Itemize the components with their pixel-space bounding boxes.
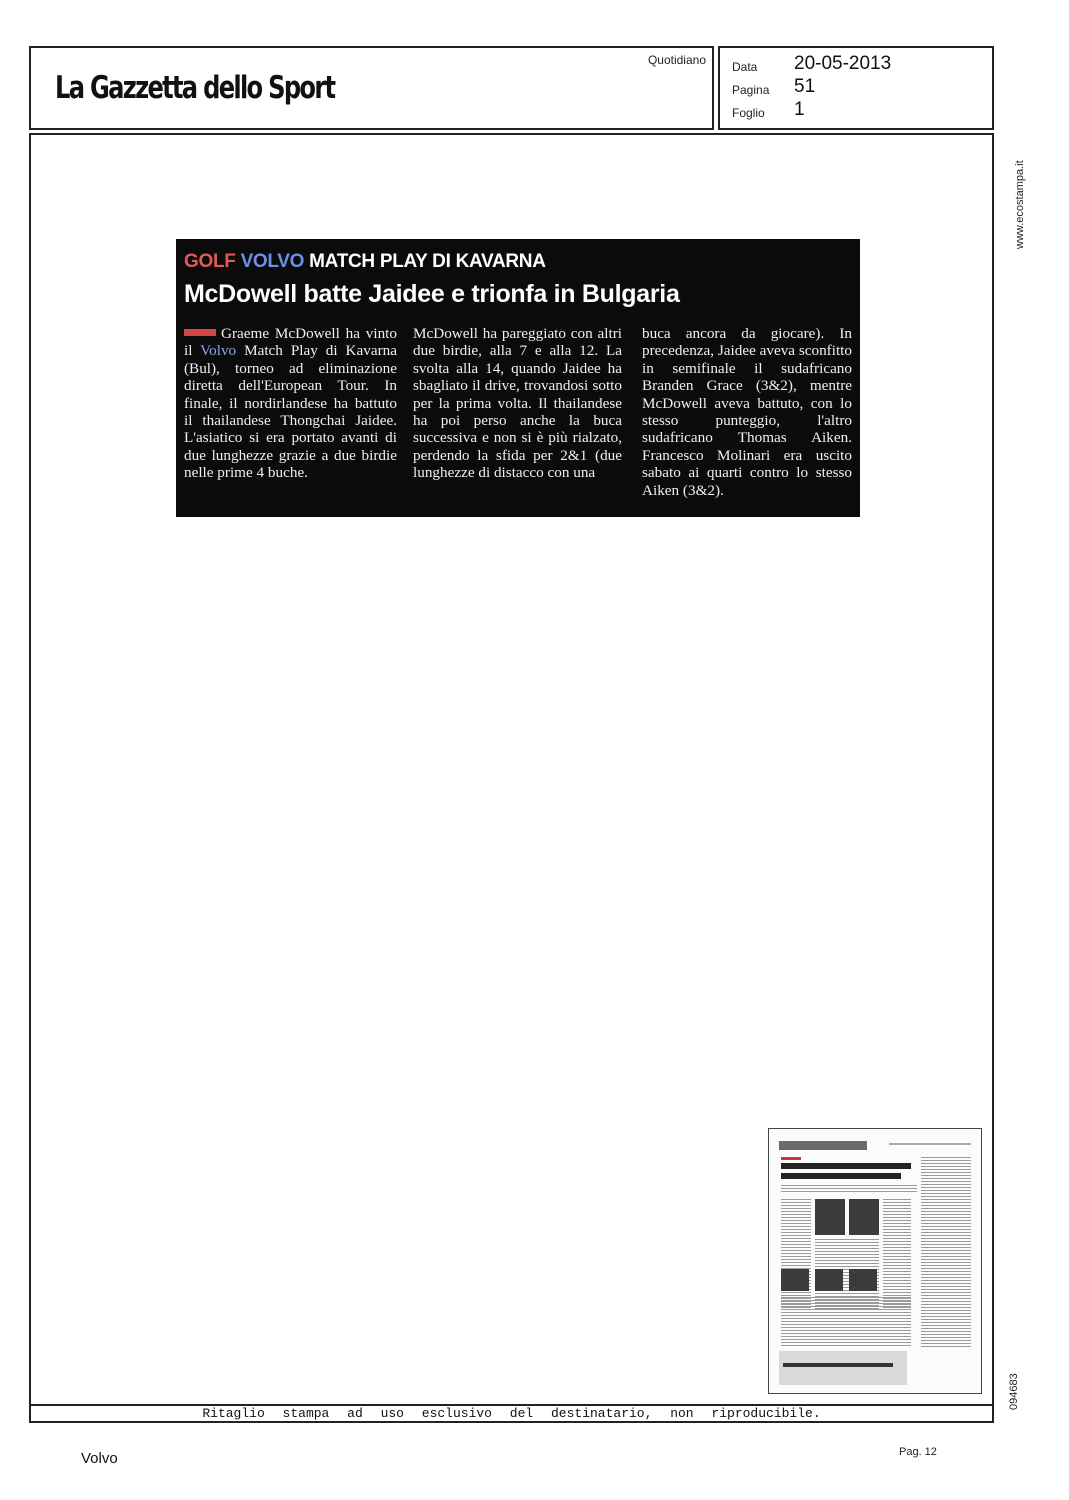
- thumb-top-rule: [889, 1143, 971, 1145]
- kicker-event: MATCH PLAY DI KAVARNA: [309, 251, 546, 272]
- thumb-article-highlight: [779, 1351, 907, 1385]
- thumb-photo-4: [815, 1269, 843, 1291]
- masthead-logo: La Gazzetta dello Sport: [55, 70, 335, 106]
- article-kicker: [184, 251, 546, 273]
- meta-sheet-value: 1: [794, 99, 805, 120]
- meta-date: [732, 53, 982, 75]
- col1-volvo: Volvo: [200, 342, 237, 360]
- article-column-2: McDowell ha pareggiato con altri due birdie, alla 7 e alla 12. La svolta alla 14, quando Jaidee ha sbagliato il drive, trovandosi sotto per la prima volta. Il thailandese ha poi perso anche la buca successiva e non si è più rialzato, perdendo la sfida per 2&1 (due lunghezze di distacco con una: [413, 325, 622, 482]
- article-column-3: buca ancora da giocare). In precedenza, Jaidee aveva sconfitto in semifinale il sudafricano Branden Grace (3&2), mentre McDowell aveva battuto, con lo stesso punteggio, l'altro sudafricano Thomas Aiken. Francesco Molinari era uscito sabato ai quarti contro lo stesso Aiken (3&2).: [642, 325, 852, 499]
- article-clipping: [176, 239, 860, 517]
- thumb-photo-1: [815, 1199, 845, 1235]
- meta-page-value: 51: [794, 76, 816, 97]
- col1-text-before: Graeme McDowell ha vinto il: [184, 325, 397, 360]
- thumb-article-headline: [783, 1363, 893, 1367]
- thumb-subhead: [781, 1185, 917, 1193]
- thumb-photo-3: [781, 1269, 809, 1291]
- thumb-photo-2: [849, 1199, 879, 1235]
- thumb-section-bar: [779, 1141, 867, 1150]
- meta-sheet-label: Foglio: [732, 106, 765, 120]
- meta-page-label: Pagina: [732, 83, 770, 97]
- clipping-code: 094683: [1008, 1373, 1020, 1410]
- thumb-kicker-mark: [781, 1157, 801, 1160]
- thumb-right-column: [921, 1157, 971, 1347]
- kicker-sport: GOLF: [184, 251, 236, 272]
- article-headline: McDowell batte Jaidee e trionfa in Bulgaria: [184, 280, 680, 308]
- thumb-headline-line-2: [781, 1173, 901, 1179]
- thumb-column-3: [883, 1199, 911, 1309]
- header-masthead-box: [29, 46, 714, 130]
- meta-page: [732, 76, 982, 98]
- meta-date-value: 20-05-2013: [794, 53, 892, 74]
- meta-date-label: Data: [732, 60, 758, 74]
- keyword-label: Volvo: [81, 1450, 118, 1467]
- thumb-photo-5: [849, 1269, 877, 1291]
- meta-sheet: [732, 99, 982, 121]
- thumb-headline-line-1: [781, 1163, 911, 1169]
- article-column-1: [184, 325, 397, 482]
- col1-text-after: Match Play di Kavarna (Bul), torneo ad eliminazione diretta dell'European Tour. In finale, il nordirlandese ha battuto il thailandese Thongchai Jaidee. L'asiatico si era portato avanti di due lunghezze grazie a due birdie nelle prime 4 buche.: [184, 342, 397, 482]
- thumb-lower-text: [781, 1297, 911, 1347]
- red-tag-bar: [184, 329, 216, 336]
- publication-type: Quotidiano: [647, 53, 706, 67]
- ecostampa-url: www.ecostampa.it: [1014, 160, 1026, 249]
- page-thumbnail: [768, 1128, 982, 1394]
- page-number: Pag. 12: [899, 1446, 937, 1458]
- reproduction-notice: Ritaglio stampa ad uso esclusivo del destinatario, non riproducibile.: [31, 1404, 992, 1421]
- header-meta-box: [718, 46, 994, 130]
- thumb-column-1: [781, 1199, 811, 1309]
- kicker-sponsor: VOLVO: [240, 251, 305, 272]
